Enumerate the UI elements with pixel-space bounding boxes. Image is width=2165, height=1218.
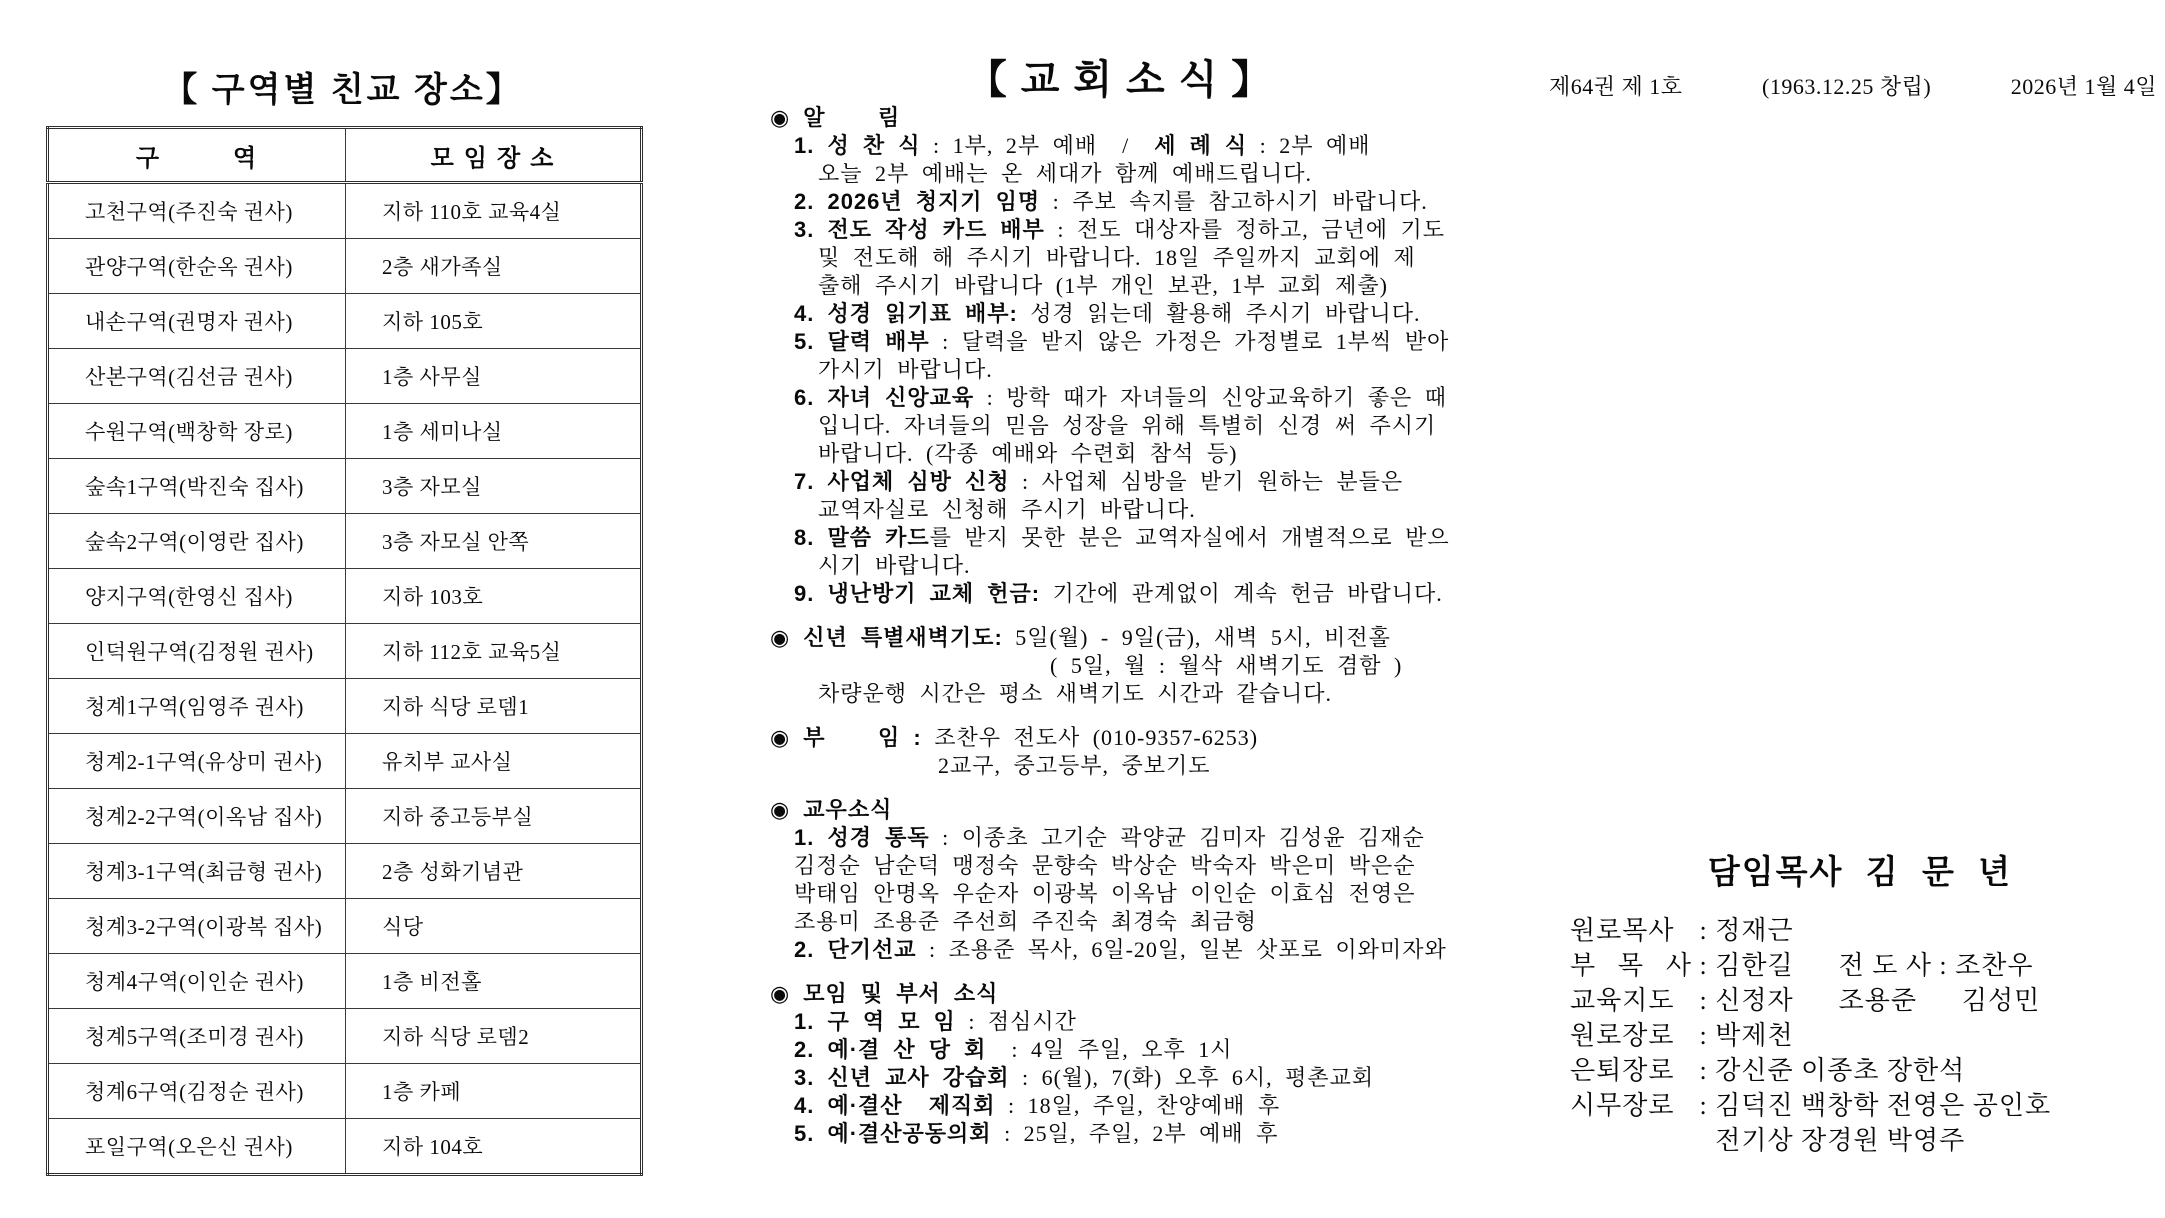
district-cell: 내손구역(권명자 권사) (48, 294, 346, 349)
table-row (48, 734, 642, 789)
announcement-head: 2. 2026년 청지기 임명 (794, 189, 1041, 214)
staff-role-label: 원로장로 (1570, 1021, 1675, 1050)
announcement-head: 6. 자녀 신앙교육 (794, 385, 975, 410)
announcement-text: 조찬우 전도사 (010-9357-6253) (921, 725, 1259, 750)
announcement-head: 8. 말씀 카드 (794, 525, 930, 550)
district-cell: 청계5구역(조미경 권사) (48, 1009, 346, 1064)
announcement-line (770, 852, 1515, 880)
district-cell: 수원구역(백창학 장로) (48, 404, 346, 459)
announcement-line (770, 1120, 1515, 1148)
district-cell: 숲속1구역(박진숙 집사) (48, 459, 346, 514)
announcement-line (770, 580, 1515, 608)
announcement-line (770, 440, 1515, 468)
staff-row (1570, 983, 2150, 1018)
district-cell: 포일구역(오은신 권사) (48, 1119, 346, 1175)
announcement-text: 차량운행 시간은 평소 새벽기도 시간과 같습니다. (818, 681, 1333, 706)
district-column-header: 구 역 (48, 128, 346, 183)
announcement-text: 조용미 조용준 주선희 주진숙 최경숙 최금형 (794, 909, 1258, 934)
announcement-head: 세 례 식 (1154, 133, 1248, 158)
announcement-line (770, 680, 1515, 708)
district-cell: 청계4구역(이인순 권사) (48, 954, 346, 1009)
place-cell: 1층 세미나실 (346, 404, 642, 459)
staff-names: 김한길 전 도 사 : 조찬우 (1715, 951, 2034, 980)
announcement-line (770, 356, 1515, 384)
announcement-line (770, 132, 1515, 160)
announcement-text: : 2부 예배 (1247, 133, 1371, 158)
staff-row (1570, 948, 2150, 983)
announcement-text: : 18일, 주일, 찬양예배 후 (995, 1093, 1281, 1118)
announcement-line (770, 496, 1515, 524)
district-cell: 청계1구역(임영주 권사) (48, 679, 346, 734)
staff-role-label: 교육지도 (1570, 986, 1675, 1015)
announcement-text: : 4일 주일, 오후 1시 (986, 1037, 1233, 1062)
announcement-text: 박태임 안명옥 우순자 이광복 이옥남 이인순 이효심 전영은 (794, 881, 1416, 906)
staff-colon: : (1692, 986, 1716, 1015)
table-row (48, 1064, 642, 1119)
announcement-line (770, 908, 1515, 936)
place-cell: 지하 식당 로뎀1 (346, 679, 642, 734)
place-cell: 1층 사무실 (346, 349, 642, 404)
announcement-text: 를 받지 못한 분은 교역자실에서 개별적으로 받으 (929, 525, 1450, 550)
table-header-row (48, 128, 642, 183)
announcement-head: 3. 전도 작성 카드 배부 (794, 217, 1045, 242)
district-cell: 청계2-2구역(이옥남 집사) (48, 789, 346, 844)
staff-colon: : (1692, 1056, 1716, 1085)
announcement-head: 1. 성 찬 식 (794, 133, 921, 158)
place-cell: 지하 104호 (346, 1119, 642, 1175)
announcement-text: : 달력을 받지 않은 가정은 가정별로 1부씩 받아 (929, 329, 1450, 354)
announcement-line (770, 104, 1515, 132)
table-row (48, 789, 642, 844)
place-cell: 1층 카페 (346, 1064, 642, 1119)
masthead (1549, 70, 2157, 101)
district-cell: 고천구역(주진숙 권사) (48, 183, 346, 239)
announcement-text: : 점심시간 (955, 1009, 1077, 1034)
district-cell: 숲속2구역(이영란 집사) (48, 514, 346, 569)
place-cell: 지하 103호 (346, 569, 642, 624)
staff-list (1570, 913, 2150, 1158)
staff-row (1570, 1123, 2150, 1158)
announcement-line (770, 244, 1515, 272)
place-cell: 식당 (346, 899, 642, 954)
announcements (770, 104, 1515, 1148)
announcement-line (770, 468, 1515, 496)
table-row (48, 844, 642, 899)
announcement-text: 2교구, 중고등부, 중보기도 (938, 753, 1211, 778)
announcement-text: : 사업체 심방을 받기 원하는 분들은 (1009, 469, 1404, 494)
district-table-title: 【 구역별 친교 장소】 (163, 72, 523, 109)
table-row (48, 404, 642, 459)
announcement-text: : 6(월), 7(화) 오후 6시, 평촌교회 (1009, 1065, 1375, 1090)
district-cell: 청계3-2구역(이광복 집사) (48, 899, 346, 954)
district-cell: 양지구역(한영신 집사) (48, 569, 346, 624)
announcement-line (770, 524, 1515, 552)
announcement-line (770, 328, 1515, 356)
place-cell: 2층 새가족실 (346, 239, 642, 294)
place-cell: 지하 105호 (346, 294, 642, 349)
staff-row (1570, 1088, 2150, 1123)
announcement-line (770, 1064, 1515, 1092)
place-cell: 3층 자모실 (346, 459, 642, 514)
announcement-head: 2. 예·결 산 당 회 (794, 1037, 987, 1062)
announcement-text: : 25일, 주일, 2부 예배 후 (991, 1121, 1279, 1146)
place-cell: 지하 110호 교육4실 (346, 183, 642, 239)
announcement-head: ◉ 부 임 : (770, 725, 922, 750)
announcement-line (770, 980, 1515, 1008)
place-cell: 지하 중고등부실 (346, 789, 642, 844)
announcement-line (770, 188, 1515, 216)
announcement-head: 1. 구 역 모 임 (794, 1009, 956, 1034)
announcement-head: ◉ 교우소식 (770, 797, 893, 822)
founding-label: (1963.12.25 창립) (1762, 74, 1932, 99)
table-row (48, 899, 642, 954)
staff-names: 강신준 이종초 장한석 (1715, 1056, 1966, 1085)
staff-role-label: 시무장로 (1570, 1091, 1675, 1120)
table-row (48, 954, 642, 1009)
announcement-text: 기간에 관계없이 계속 헌금 바랍니다. (1040, 581, 1443, 606)
district-cell: 인덕원구역(김정원 권사) (48, 624, 346, 679)
announcement-head: 1. 성경 통독 (794, 825, 930, 850)
staff-names: 전기상 장경원 박영주 (1715, 1126, 1966, 1155)
announcement-text: : 방학 때가 자녀들의 신앙교육하기 좋은 때 (974, 385, 1447, 410)
announcement-line (770, 752, 1515, 780)
meeting-place-column-header: 모 임 장 소 (346, 128, 642, 183)
place-cell: 1층 비전홀 (346, 954, 642, 1009)
announcement-line (770, 272, 1515, 300)
announcement-head: 3. 신년 교사 강습회 (794, 1065, 1010, 1090)
announcement-text: 5일(월) - 9일(금), 새벽 5시, 비전홀 (1002, 625, 1391, 650)
announcement-text: : 주보 속지를 참고하시기 바랍니다. (1040, 189, 1428, 214)
staff-names: 정재근 (1715, 916, 1794, 945)
table-row (48, 569, 642, 624)
announcement-head: 4. 예·결산 제직회 (794, 1093, 996, 1118)
staff-role-label: 부 목 사 (1570, 951, 1692, 980)
announcement-text: 오늘 2부 예배는 온 세대가 함께 예배드립니다. (818, 161, 1313, 186)
announcement-line (770, 412, 1515, 440)
staff-colon: : (1692, 916, 1716, 945)
announcement-head: 5. 달력 배부 (794, 329, 930, 354)
district-table (46, 126, 643, 1176)
announcement-text: 김정순 남순덕 맹정숙 문향숙 박상순 박숙자 박은미 박은순 (794, 853, 1416, 878)
announcement-head: 7. 사업체 심방 신청 (794, 469, 1010, 494)
staff-role-label: 은퇴장로 (1570, 1056, 1675, 1085)
staff-row (1570, 1018, 2150, 1053)
announcement-head: ◉ 신년 특별새벽기도: (770, 625, 1003, 650)
place-cell: 지하 112호 교육5실 (346, 624, 642, 679)
staff-role-label: 원로목사 (1570, 916, 1675, 945)
announcement-line (770, 796, 1515, 824)
place-cell: 2층 성화기념관 (346, 844, 642, 899)
district-table-body (48, 183, 642, 1175)
district-cell: 청계6구역(김정순 권사) (48, 1064, 346, 1119)
announcement-line (770, 724, 1515, 752)
staff-colon: : (1692, 951, 1716, 980)
announcement-text: ( 5일, 월 : 월삭 새벽기도 겸함 ) (1050, 653, 1403, 678)
church-news-title: 【 교 회 소 식 】 (966, 57, 1274, 102)
table-row (48, 514, 642, 569)
announcement-text: 성경 읽는데 활용해 주시기 바랍니다. (1017, 301, 1421, 326)
district-cell: 관양구역(한순옥 권사) (48, 239, 346, 294)
district-cell: 산본구역(김선금 권사) (48, 349, 346, 404)
staff-section (1570, 846, 2150, 1158)
announcement-line (770, 936, 1515, 964)
announcement-line (770, 1036, 1515, 1064)
announcement-line (770, 552, 1515, 580)
table-row (48, 679, 642, 734)
table-row (48, 1119, 642, 1175)
senior-pastor-title: 담임목사 김 문 년 (1707, 853, 2013, 890)
announcement-line (770, 880, 1515, 908)
district-cell: 청계3-1구역(최금형 권사) (48, 844, 346, 899)
announcement-head: 2. 단기선교 (794, 937, 917, 962)
announcement-text: 출해 주시기 바랍니다 (1부 개인 보관, 1부 교회 제출) (818, 273, 1388, 298)
table-row (48, 624, 642, 679)
place-cell: 3층 자모실 안쪽 (346, 514, 642, 569)
staff-row (1570, 1053, 2150, 1088)
announcement-text: : 이종초 고기순 곽양균 김미자 김성윤 김재순 (929, 825, 1425, 850)
announcement-line (770, 824, 1515, 852)
district-cell: 청계2-1구역(유상미 권사) (48, 734, 346, 789)
announcement-text: : 조용준 목사, 6일-20일, 일본 삿포로 이와미자와 (916, 937, 1447, 962)
announcement-line (770, 300, 1515, 328)
announcement-head: ◉ 알 림 (770, 105, 901, 130)
announcement-text: : 전도 대상자를 정하고, 금년에 기도 (1044, 217, 1445, 242)
table-row (48, 183, 642, 239)
announcement-head: 5. 예·결산공동의회 (794, 1121, 992, 1146)
announcement-line (770, 160, 1515, 188)
announcement-text: 가시기 바랍니다. (818, 357, 993, 382)
place-cell: 유치부 교사실 (346, 734, 642, 789)
announcement-text: 및 전도해 해 주시기 바랍니다. 18일 주일까지 교회에 제 (818, 245, 1416, 270)
announcement-line (770, 1008, 1515, 1036)
issue-date: 2026년 1월 4일 (2010, 74, 2157, 99)
staff-row (1570, 913, 2150, 948)
table-row (48, 459, 642, 514)
table-row (48, 349, 642, 404)
table-row (48, 294, 642, 349)
announcement-line (770, 1092, 1515, 1120)
staff-names: 김덕진 백창학 전영은 공인호 (1715, 1091, 2052, 1120)
announcement-head: 4. 성경 읽기표 배부: (794, 301, 1018, 326)
announcement-head: 9. 냉난방기 교체 헌금: (794, 581, 1041, 606)
announcement-line (770, 624, 1515, 652)
announcement-head: ◉ 모임 및 부서 소식 (770, 981, 999, 1006)
place-cell: 지하 식당 로뎀2 (346, 1009, 642, 1064)
announcement-text: 입니다. 자녀들의 믿음 성장을 위해 특별히 신경 써 주시기 (818, 413, 1437, 438)
staff-names: 박제천 (1715, 1021, 1794, 1050)
announcement-line (770, 384, 1515, 412)
table-row (48, 239, 642, 294)
announcement-text: 바랍니다. (각종 예배와 수련회 참석 등) (818, 441, 1238, 466)
announcement-text: : 1부, 2부 예배 / (920, 133, 1155, 158)
announcement-line (770, 216, 1515, 244)
volume-label: 제64권 제 1호 (1549, 74, 1683, 99)
staff-names: 신정자 조용준 김성민 (1715, 986, 2041, 1015)
staff-colon: : (1692, 1091, 1716, 1120)
announcement-text: 시기 바랍니다. (818, 553, 971, 578)
staff-colon: : (1692, 1021, 1716, 1050)
announcement-text: 교역자실로 신청해 주시기 바랍니다. (818, 497, 1196, 522)
announcement-line (770, 652, 1515, 680)
table-row (48, 1009, 642, 1064)
